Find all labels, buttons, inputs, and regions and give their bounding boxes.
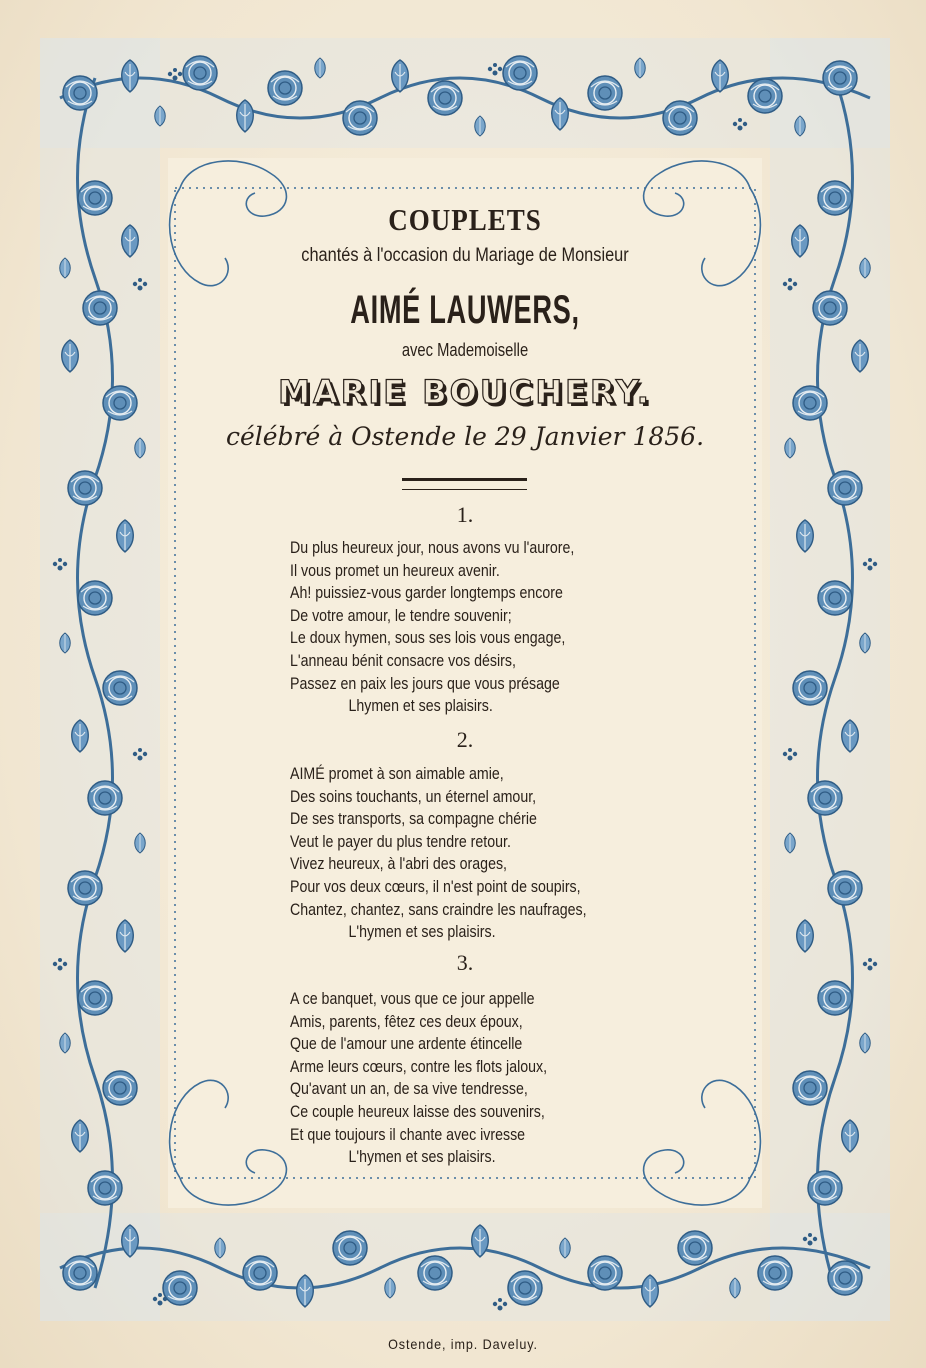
verse-line: Veut le payer du plus tendre retour.	[290, 832, 511, 851]
couplet-2	[290, 763, 690, 944]
refrain-line: L'hymen et ses plaisirs.	[348, 1148, 496, 1167]
verse-line: Des soins touchants, un éternel amour,	[290, 787, 537, 806]
page-title: COUPLETS	[388, 203, 542, 237]
verse-line: Le doux hymen, sous ses lois vous engage,	[290, 629, 566, 648]
refrain-line: Lhymen et ses plaisirs.	[348, 697, 493, 716]
bride-name: MARIE BOUCHERY.	[278, 373, 652, 411]
couplet-number: 3.	[456, 950, 474, 975]
verse-line: Ce couple heureux laisse des souvenirs,	[290, 1102, 545, 1121]
verse-line: Chantez, chantez, sans craindre les naufrages,	[290, 900, 587, 919]
couplet-1	[290, 537, 690, 718]
text-panel	[170, 160, 760, 1190]
verse-line: Ah! puissiez-vous garder longtemps encore	[290, 584, 563, 603]
verse-line: Que de l'amour une ardente étincelle	[290, 1035, 523, 1054]
verse-line: Pour vos deux cœurs, il n'est point de soupirs,	[290, 877, 581, 896]
verse-line: De votre amour, le tendre souvenir;	[290, 606, 512, 625]
couplet-number: 2.	[456, 727, 474, 752]
groom-name: AIMÉ LAUWERS,	[350, 288, 580, 332]
verse-line: Arme leurs cœurs, contre les flots jaloux,	[290, 1057, 548, 1076]
divider	[402, 478, 527, 490]
verse-line: Et que toujours il chante avec ivresse	[290, 1125, 526, 1144]
occasion-line: chantés à l'occasion du Mariage de Monsieur	[301, 245, 629, 266]
verse-line: Amis, parents, fêtez ces deux époux,	[290, 1012, 523, 1031]
couplet-number: 1.	[456, 502, 474, 527]
printer-imprint: Ostende, imp. Daveluy.	[388, 1336, 538, 1352]
verse-line: Il vous promet un heureux avenir.	[290, 561, 500, 580]
verse-line: De ses transports, sa compagne chérie	[290, 810, 537, 829]
celebration-date: célébré à Ostende le 29 Janvier 1856.	[225, 422, 705, 451]
couplet-3	[290, 988, 690, 1169]
refrain-line: L'hymen et ses plaisirs.	[348, 923, 496, 942]
verse-line: A ce banquet, vous que ce jour appelle	[290, 990, 535, 1008]
with-line: avec Mademoiselle	[401, 340, 529, 360]
verse-line: Passez en paix les jours que vous présage	[290, 674, 560, 693]
verse-line: Vivez heureux, à l'abri des orages,	[290, 855, 508, 874]
verse-line: Du plus heureux jour, nous avons vu l'aurore,	[290, 539, 575, 557]
verse-line: L'anneau bénit consacre vos désirs,	[290, 651, 516, 670]
verse-line: AIMÉ promet à son aimable amie,	[290, 765, 504, 783]
verse-line: Qu'avant un an, de sa vive tendresse,	[290, 1080, 528, 1099]
